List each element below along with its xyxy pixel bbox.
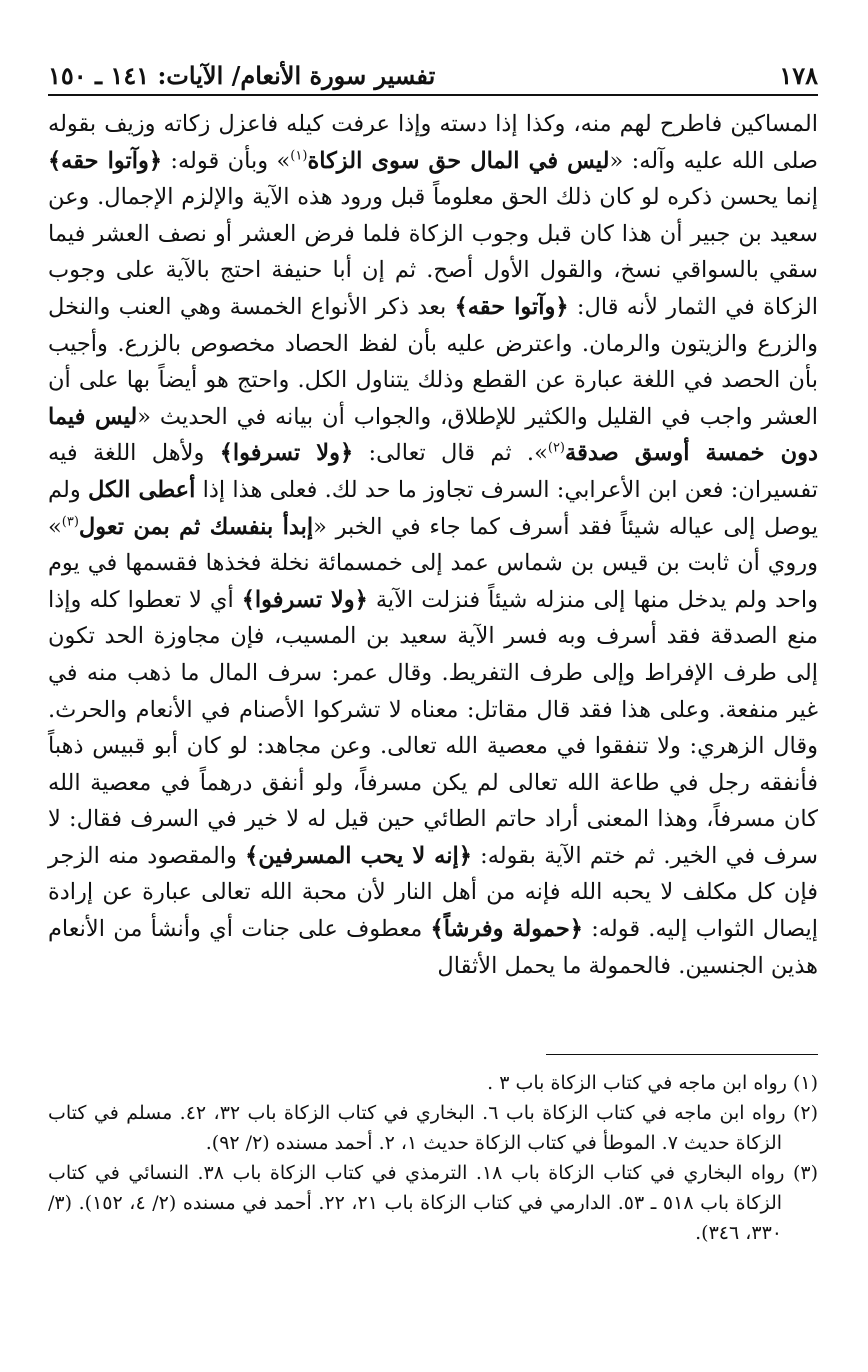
text-run: معطوف على جنات أي وأنشأ من الأنعام هذين الجنسين. فالحمولة ما يحمل الأثقال — [48, 916, 818, 979]
quran-quote: ﴿ولا تسرفوا﴾ — [241, 586, 368, 613]
footnote-2: (٢) رواه ابن ماجه في كتاب الزكاة باب ٦. البخاري في كتاب الزكاة باب ٣٢، ٤٢. مسلم في كتاب الزكاة حديث ٧. الموطأ في كتاب الزكاة حديث ١، ٢. أحمد مسنده (٢/ ٩٢). — [48, 1102, 818, 1154]
main-text — [48, 106, 818, 984]
text-run: والمقصود منه الزجر فإن كل مكلف لا يحبه الله فإنه من أهل النار لأن محبة الله تعالى عبارة عن إرادة إيصال الثواب إليه. قوله: — [48, 842, 819, 943]
hadith-quote: إبدأ بنفسك ثم بمن تعول — [78, 513, 314, 540]
quran-quote: ﴿وآتوا حقه﴾ — [454, 293, 569, 320]
body-paragraph — [48, 106, 818, 984]
text-run: ولأهل اللغة فيه تفسيران: فعن ابن الأعرابي: السرف تجاوز ما حد لك. فعلى هذا إذا — [48, 440, 818, 503]
footnote-ref-1[interactable]: (١) — [290, 148, 308, 164]
footnote-3: (٣) رواه البخاري في كتاب الزكاة باب ١٨. الترمذي في كتاب الزكاة باب ٣٨. النسائي في كتاب الزكاة باب ٥١٨ ـ ٥٣. الدارمي في كتاب الزكاة باب ٢١، ٢٢. أحمد في مسنده (٢/ ٤، ١٥٢). (٣/ ٣٣٠، ٣٤٦). — [48, 1162, 818, 1244]
text-run: ». ثم قال تعالى: — [353, 440, 548, 467]
text-run: ولم يوصل إلى عياله شيئاً فقد أسرف كما جاء في الخبر « — [48, 476, 818, 540]
text-run: » وروي أن ثابت بن قيس بن شماس عمد إلى خمسمائة نخلة فخذها فقسمها في يوم واحد ولم يدخل منها إلى منزله شيئاً فنزلت الآية — [48, 513, 818, 613]
footnote-divider — [546, 1054, 818, 1055]
emphasis-text: أعطى الكل — [87, 476, 196, 503]
text-run: أي لا تعطوا كله وإذا منع الصدقة فقد أسرف وبه فسر الآية سعيد بن المسيب، فإن مجاوزة الحد تكون إلى طرف الإفراط وإلى طرف التفريط. وقال عمر: سرف المال ما ذهب منه في غير منفعة. وعلى هذا فقد قال مقاتل: معناه لا تشركوا الأصنام في الأنعام والحرث. وقال الزهري: ولا تنفقوا في معصية الله تعالى. وعن مجاهد: لو كان أبو قبيس ذهباً فأنفقه رجل في طاعة الله تعالى لم يكن مسرفاً، ولو أنفق درهماً في معصية الله كان مسرفاً، وهذا المعنى أراد حاتم الطائي حين قيل له لا خير في السرف فقال: لا سرف في الخير. ثم ختم الآية بقوله: — [48, 586, 819, 869]
text-run: إنما يحسن ذكره لو كان ذلك الحق معلوماً قبل ورود هذه الآية والإلزم الإجمال. وعن سعيد بن جبير أن هذا كان قبل وجوب الزكاة فلما فرض العشر أو نصف العشر فيما سقي بالسواقي نسخ، والقول الأول أصح. ثم إن أبا حنيفة احتج بالآية على وجوب الزكاة في الثمار لأنه قال: — [48, 184, 818, 320]
footnote-ref-2[interactable]: (٢) — [547, 440, 565, 456]
quran-quote: ﴿وآتوا حقه﴾ — [48, 147, 163, 174]
footnote-1: (١) رواه ابن ماجه في كتاب الزكاة باب ٣ . — [487, 1072, 818, 1094]
text-run: بعد ذكر الأنواع الخمسة وهي العنب والنخل والزرع والزيتون والرمان. واعترض عليه بأن لفظ الحصاد مخصوص بالزرع. وأجيب بأن الحصد في اللغة عبارة عن القطع وذلك يتناول الكل. واحتج هو أيضاً بها على أن العشر واجب في القليل والكثير للإطلاق، والجواب أن بيانه في الحديث « — [48, 293, 819, 430]
footnotes — [48, 1068, 818, 1248]
page-number: ١٧٨ — [779, 61, 818, 90]
running-title: تفسير سورة الأنعام/ الآيات: ١٤١ ـ ١٥٠ — [48, 61, 436, 90]
hadith-quote: ليس فيما دون خمسة أوسق صدقة — [48, 403, 819, 467]
quran-quote: ﴿ولا تسرفوا﴾ — [219, 440, 354, 467]
quran-quote: ﴿حمولة وفرشاً﴾ — [430, 916, 583, 943]
hadith-quote: ليس في المال حق سوى الزكاة — [307, 147, 610, 174]
quran-quote: ﴿إنه لا يحب المسرفين﴾ — [245, 842, 472, 869]
page-header — [48, 56, 818, 96]
text-run: » وبأن قوله: — [162, 147, 291, 174]
text-run: المساكين فاطرح لهم منه، وكذا إذا دسته وإذا عرفت كيله فاعزل زكاته وزيف بقوله صلى الله عليه وآله: « — [48, 111, 818, 174]
footnote-ref-3[interactable]: (٣) — [61, 514, 79, 530]
